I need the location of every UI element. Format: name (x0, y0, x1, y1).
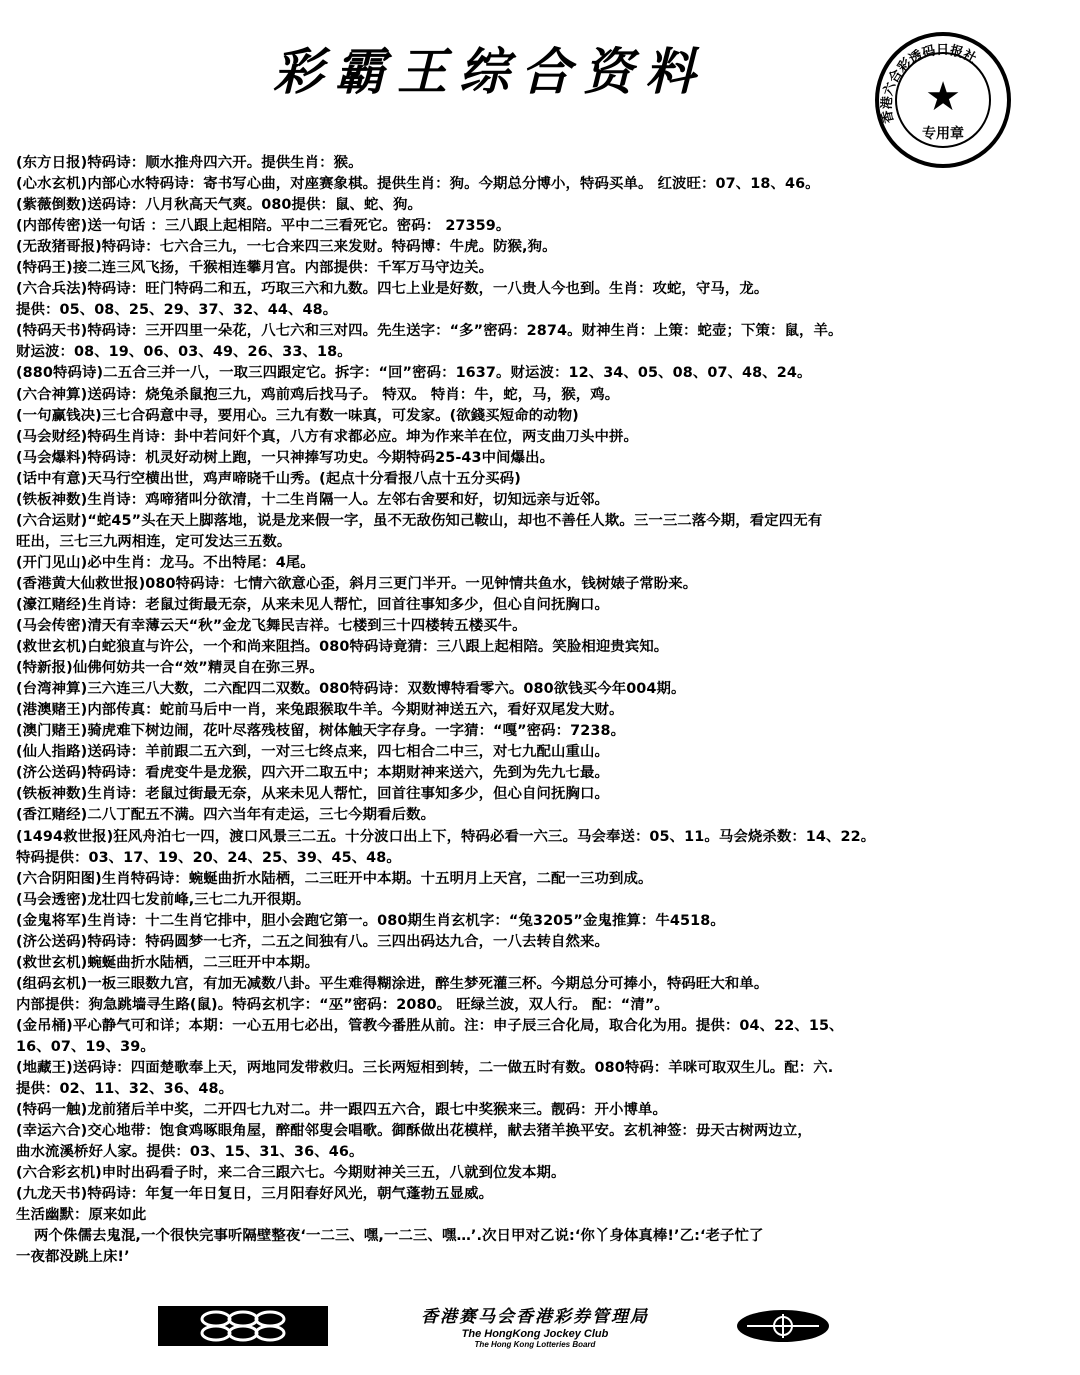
text-line: (话中有意)天马行空横出世，鸡声啼晓千山秀。(起点十分看报八点十五分买码) (16, 470, 521, 487)
text-line: (心水玄机)内部心水特码诗：寄书写心曲，对座赛象棋。提供生肖：狗。今期总分博小，特码买单。 红波旺：07、18、46。 (16, 176, 820, 193)
text-line: (仙人指路)送码诗：羊前跟二五六到，一对三七终点来，四七相合二中三，对七九配山重山。 (16, 744, 609, 761)
stamp-ring-text: 香港六合彩透码日报社 (879, 42, 979, 125)
organization-name-en: The HongKong Jockey Club (461, 1328, 609, 1340)
text-line: (马会爆料)特码诗：机灵好动树上跑，一只神捧写功史。今期特码25-43中间爆出。 (16, 449, 555, 466)
text-line: (马会传密)清天有幸薄云天“秋”金龙飞舞民吉祥。七楼到三十四楼转五楼买牛。 (16, 618, 527, 635)
footer (0, 1300, 1080, 1360)
text-line: (无敌猪哥报)特码诗：七六合三九，一七合来四三来发财。特码博：牛虎。防猴,狗。 (16, 239, 557, 256)
text-line: (铁板神数)生肖诗：鸡啼猪叫分欲清，十二生肖隔一人。左邻右舍要和好，切知远亲与近邻。 (16, 491, 609, 508)
text-line: 提供：05、08、25、29、37、32、44、48。 (16, 302, 338, 319)
text-line: 16、07、19、39。 (16, 1038, 155, 1055)
text-line: (澳门赌王)骑虎难下树边闹，花叶尽落残枝留，树体触天字存身。一字猜：“嘎”密码：7238。 (16, 723, 626, 740)
text-line: (马会财经)特码生肖诗：卦中若问奸个真，八方有求都必应。坤为作来羊在位，两支曲刀头中拼。 (16, 428, 638, 445)
text-line: (紫薇倒数)送码诗：八月秋高天气爽。080提供：鼠、蛇、狗。 (16, 197, 422, 214)
text-line: (东方日报)特码诗：顺水推舟四六开。提供生肖：猴。 (16, 155, 363, 171)
text-line: (幸运六合)交心地带：饱食鸡啄眼角屋，醉酣邻叟会唱歌。御酥做出花模样，献去猪羊换平安。玄机神签：毋天古树两边立， (16, 1123, 812, 1140)
text-line: (特码一触)龙前猪后羊中奖，二开四七九对二。井一跟四五六合，跟七中奖猴来三。靓码：开小博单。 (16, 1102, 667, 1119)
jockey-club-logo-icon (158, 1306, 328, 1346)
text-line: 财运波：08、19、06、03、49、26、33、18。 (16, 344, 352, 361)
text-line: (九龙天书)特码诗：年复一年日复日，三月阳春好风光，朝气蓬勃五显威。 (16, 1186, 494, 1203)
text-line: (救世玄机)白蛇狼直与许公，一个和尚来阻挡。080特码诗竟猜：三八跟上起相陪。笑脸相迎贵宾知。 (16, 639, 669, 656)
text-line: (香港黄大仙救世报)080特码诗：七情六欲意心歪，斜月三更门半开。一见钟情共鱼水，钱树婊子常盼来。 (16, 575, 698, 592)
text-line: (台湾神算)三六连三八大数，二六配四二双数。080特码诗：双数博特看零六。080欲钱买今年004期。 (16, 681, 686, 698)
text-line: (一句赢钱决)三七合码意中寻，要用心。三九有数一味真，可发家。(欲錢买短命的动物) (16, 407, 579, 424)
text-line: (特码王)接二连三风飞扬，千猴相连攀月宫。内部提供：千军万马守边关。 (16, 260, 494, 277)
document-title: 彩霸王综合资料 (273, 42, 707, 101)
text-line: (组码玄机)一板三眼数九宫，有加无减数八卦。平生难得糊涂进，醉生梦死灌三杯。今期总分可捧小，特码旺大和单。 (16, 975, 769, 992)
text-line: (六合彩玄机)申时出码看子时，来二合三跟六七。今期财神关三五，八就到位发本期。 (16, 1165, 566, 1182)
text-line: (1494救世报)狂风舟泊七一四，渡口风景三二五。十分波口出上下，特码必看一六三。马会奉送：05、11。马会烧杀数：14、22。 (16, 828, 876, 845)
text-line: (香江赌经)二八丁配五不满。四六当年有走运，三七今期看后数。 (16, 807, 436, 824)
text-line: 曲水流溪桥好人家。提供：03、15、31、36、46。 (16, 1144, 364, 1161)
star-icon: ★ (925, 74, 961, 120)
text-line: (880特码诗)二五合三并一八，一取三四跟定它。拆字：“回”密码：1637。财运波：12、34、05、08、07、48、24。 (16, 365, 812, 382)
text-line: (救世玄机)蜿蜒曲折水陆栖，二三旺开中本期。 (16, 954, 320, 971)
text-line: 内部提供：狗急跳墙寻生路(鼠)。特码玄机字：“巫”密码：2080。 旺绿兰波，双人行。 配：“清”。 (16, 996, 669, 1013)
text-line: (六合神算)送码诗：烧兔杀鼠抱三九，鸡前鸡后找马子。 特双。 特肖：牛，蛇，马，猴，鸡。 (16, 386, 620, 403)
stamp-label: 专用章 (922, 126, 964, 142)
text-line: 旺出，三七三九两相连，定可发达三五数。 (16, 533, 292, 550)
text-line: 提供：02、11、32、36、48。 (16, 1081, 234, 1098)
lotteries-board-logo-icon (735, 1308, 831, 1344)
text-line: (铁板神数)生肖诗：老鼠过街最无奈，从来未见人帮忙，回首往事知多少，但心自问抚胸口。 (16, 786, 609, 803)
text-line: (特新报)仙佛何妨共一合“效”精灵自在弥三界。 (16, 660, 324, 677)
text-line: (马会透密)龙壮四七发前峰,三七二九开很期。 (16, 891, 311, 908)
text-line: (济公送码)特码诗：看虎变牛是龙猴，四六开二取五中；本期财神来送六，先到为先九七最。 (16, 765, 609, 782)
text-line: (六合阴阳图)生肖特码诗：蜿蜒曲折水陆栖，二三旺开中本期。十五明月上天宫，二配一三功到成。 (16, 870, 653, 887)
text-line: (六合运财)“蛇45”头在天上脚落地，说是龙来假一字，虽不无敌伤知己鞍山，却也不善任人欺。三一三二落今期，看定四无有 (16, 512, 823, 529)
organization-name (345, 1302, 725, 1349)
organization-name-cn: 香港赛马会香港彩券管理局 (421, 1307, 649, 1327)
text-line: 生活幽默：原来如此 (16, 1207, 147, 1224)
text-line: 一夜都没跳上床!’ (16, 1249, 130, 1266)
text-line: (六合兵法)特码诗：旺门特码二和五，巧取三六和九数。四七上业是好数，一八贵人今也到。生肖：攻蛇，守马，龙。 (16, 281, 769, 298)
text-line: (金鬼将军)生肖诗：十二生肖它排中，胆小会跑它第一。080期生肖玄机字：“兔3205”金鬼推算：牛4518。 (16, 912, 725, 929)
text-line: (港澳赌王)内部传真：蛇前马后中一肖，来兔跟猴取牛羊。今期财神送五六，看好双尾发大财。 (16, 702, 624, 719)
organization-name-en-sub: The Hong Kong Lotteries Board (474, 1340, 596, 1349)
text-line: (开门见山)必中生肖：龙马。不出特尾：4尾。 (16, 554, 315, 571)
text-line: (特码天书)特码诗：三开四里一朵花，八七六和三对四。先生送字：“多”密码：2874。财神生肖：上策：蛇壶；下策：鼠，羊。 (16, 323, 843, 340)
text-line: 特码提供：03、17、19、20、24、25、39、45、48。 (16, 849, 401, 866)
document-body (16, 153, 1068, 1268)
seal-stamp (873, 30, 1013, 170)
text-line: 两个侏儒去鬼混,一个很快完事听隔壁整夜‘一二三、嘿,一二三、嘿…’.次日甲对乙说:‘你丫身体真棒!’乙:‘老子忙了 (34, 1228, 764, 1245)
text-line: (地藏王)送码诗：四面楚歌奉上天，两地同发带救归。三长两短相到转，二一做五时有数。080特码：羊咪可取双生儿。配：六. (16, 1060, 834, 1077)
text-line: (濠江赌经)生肖诗：老鼠过街最无奈，从来未见人帮忙，回首往事知多少，但心自问抚胸口。 (16, 596, 609, 613)
text-line: (内部传密)送一句话 ：三八跟上起相陪。平中二三看死它。密码： 27359。 (16, 218, 511, 235)
text-line: (济公送码)特码诗：特码圆梦一七齐，二五之间独有八。三四出码达九合，一八去转自然来。 (16, 933, 609, 950)
text-line: (金吊桶)平心静气可和详；本期：一心五用七必出，管教今番胜从前。注：申子辰三合化局，取合化为用。提供：04、22、15、 (16, 1017, 844, 1034)
